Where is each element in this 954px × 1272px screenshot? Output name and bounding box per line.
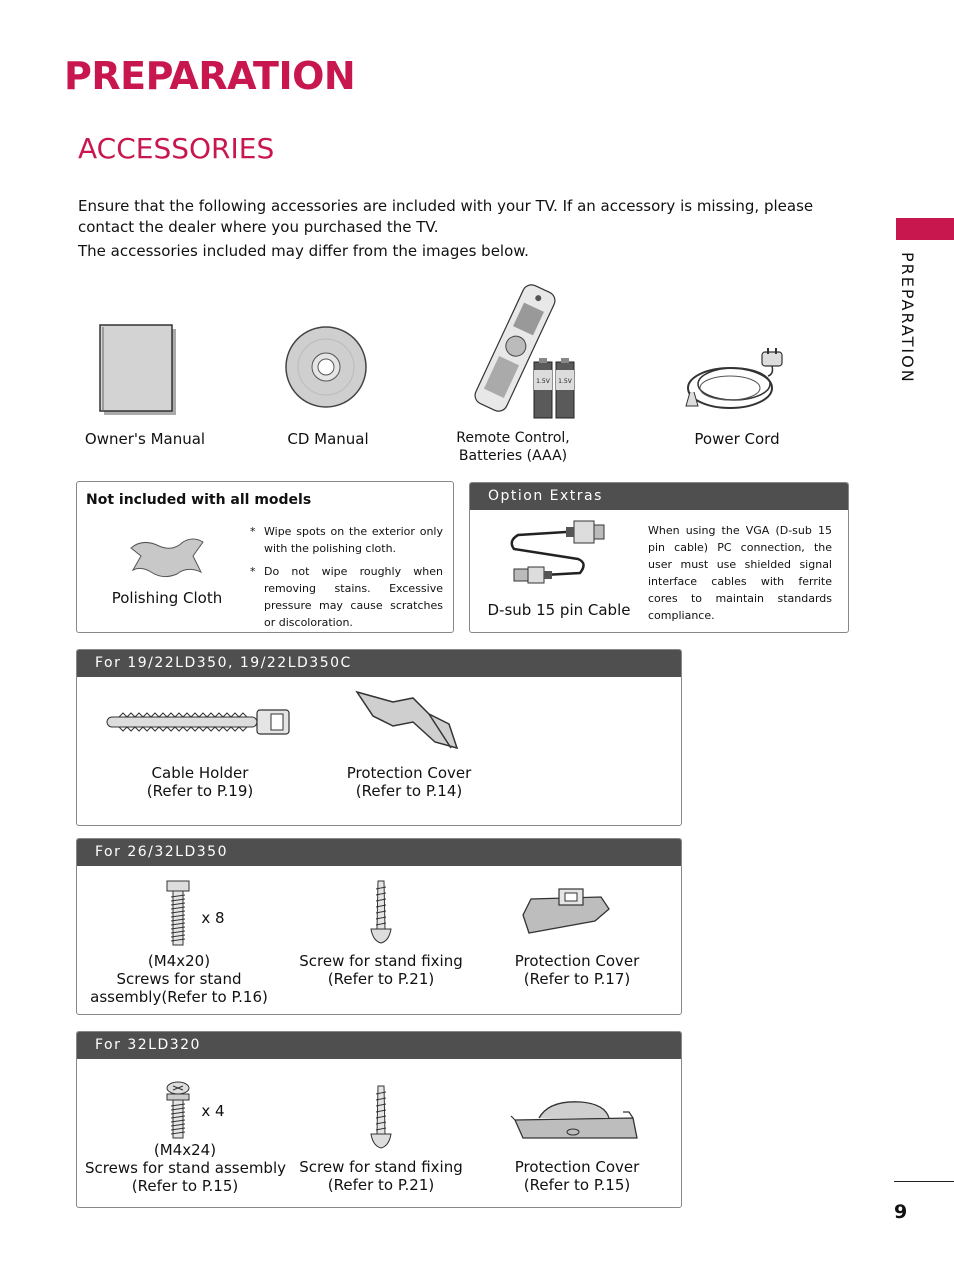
protection-cover-26-label [507, 952, 647, 988]
stand-fixing-screw-icon [369, 1084, 393, 1150]
stand-fixing-screw-label [299, 952, 463, 988]
fix-label-line-1: Screw for stand fixing [299, 1158, 463, 1176]
dsub-cable-label: D-sub 15 pin Cable [487, 601, 631, 619]
page-title: PREPARATION [64, 54, 356, 98]
section-26-32-header: For 26/32LD350 [77, 839, 681, 866]
section-32ld320-box [76, 1031, 682, 1208]
note-bullet: * [250, 525, 256, 538]
side-tab-marker [896, 218, 954, 240]
screw-label-line-1: (M4x20) [147, 952, 211, 970]
not-included-box [76, 481, 454, 633]
cover-label-line-1: Protection Cover [514, 1158, 640, 1176]
note-item [250, 563, 443, 631]
screw-qty: x 8 [201, 909, 225, 927]
screw-label-line-3: assembly(Refer to P.16) [90, 988, 268, 1006]
protection-cover-32-label [507, 1158, 647, 1194]
screw-label-line-2: Screws for stand [116, 970, 242, 988]
note-bullet: * [250, 565, 256, 578]
remote-label-line-1: Remote Control, [456, 430, 570, 446]
note-text: Do not wipe roughly when removing stains. Excessive pressure may cause scratches or discoloration. [264, 565, 443, 629]
battery-label-1: 1.5V [536, 378, 550, 385]
screw-label-line-1: (M4x24) [153, 1141, 217, 1159]
protection-cover-icon [353, 688, 461, 752]
fix-label-line-2: (Refer to P.21) [327, 970, 435, 988]
side-tab-text: PREPARATION [898, 252, 917, 384]
polishing-cloth-label: Polishing Cloth [111, 589, 223, 607]
section-26-32-box [76, 838, 682, 1015]
note-item [250, 523, 443, 557]
section-19-22-header: For 19/22LD350, 19/22LD350C [77, 650, 681, 677]
power-cord-icon [684, 348, 790, 414]
cover-label-line-2: (Refer to P.15) [523, 1176, 631, 1194]
cable-holder-line-1: Cable Holder [151, 764, 249, 782]
cd-manual-label: CD Manual [287, 430, 369, 448]
protection-cover-26-icon [521, 887, 611, 935]
option-extras-header: Option Extras [470, 483, 848, 510]
screw-m4x24-label [85, 1141, 285, 1195]
intro-line-1: Ensure that the following accessories are included with your TV. If an accessory is missing, please contact the dealer where you purchased the TV. [78, 197, 814, 236]
batteries-icon [533, 358, 575, 420]
cable-holder-icon [105, 708, 291, 736]
screw-m4x20-label [89, 952, 269, 1006]
polishing-cloth-icon [129, 536, 205, 578]
section-32ld320-header: For 32LD320 [77, 1032, 681, 1059]
note-text: Wipe spots on the exterior only with the polishing cloth. [264, 525, 443, 555]
screw-m4x24-icon [165, 1080, 193, 1140]
owners-manual-label: Owner's Manual [84, 430, 206, 448]
cable-holder-label [135, 764, 265, 800]
power-cord-label: Power Cord [694, 430, 780, 448]
option-extras-box [469, 482, 849, 633]
page-number: 9 [894, 1201, 908, 1223]
fix-label-line-2: (Refer to P.21) [327, 1176, 435, 1194]
section-title: ACCESSORIES [78, 132, 275, 165]
protection-cover-label [339, 764, 479, 800]
screw-label-line-2: Screws for stand assembly [85, 1159, 286, 1177]
stand-fixing-screw-icon [369, 879, 393, 945]
not-included-title: Not included with all models [86, 492, 312, 508]
cable-holder-line-2: (Refer to P.19) [146, 782, 254, 800]
protection-cover-32-icon [509, 1098, 639, 1142]
screw-qty: x 4 [201, 1102, 225, 1120]
side-tab-label [895, 252, 919, 392]
protection-cover-line-2: (Refer to P.14) [355, 782, 463, 800]
cd-icon [285, 326, 369, 410]
footer-rule [894, 1181, 954, 1182]
cover-label-line-2: (Refer to P.17) [523, 970, 631, 988]
section-19-22-box [76, 649, 682, 826]
screw-m4x20-icon [165, 879, 193, 947]
stand-fixing-screw-label [299, 1158, 463, 1194]
remote-label-line-2: Batteries (AAA) [458, 448, 568, 464]
intro-line-2: The accessories included may differ from the images below. [78, 242, 529, 260]
intro-text [78, 196, 838, 265]
not-included-notes [250, 523, 443, 637]
dsub-cable-icon [508, 519, 608, 587]
screw-label-line-3: (Refer to P.15) [131, 1177, 239, 1195]
remote-control-label [440, 429, 586, 465]
option-extras-note: When using the VGA (D-sub 15 pin cable) PC connection, the user must use shielded signal interface cables with ferrite cores to maintain standards compliance. [648, 524, 832, 622]
owners-manual-icon [100, 325, 180, 417]
cover-label-line-1: Protection Cover [514, 952, 640, 970]
battery-label-2: 1.5V [558, 378, 572, 385]
protection-cover-line-1: Protection Cover [346, 764, 472, 782]
fix-label-line-1: Screw for stand fixing [299, 952, 463, 970]
